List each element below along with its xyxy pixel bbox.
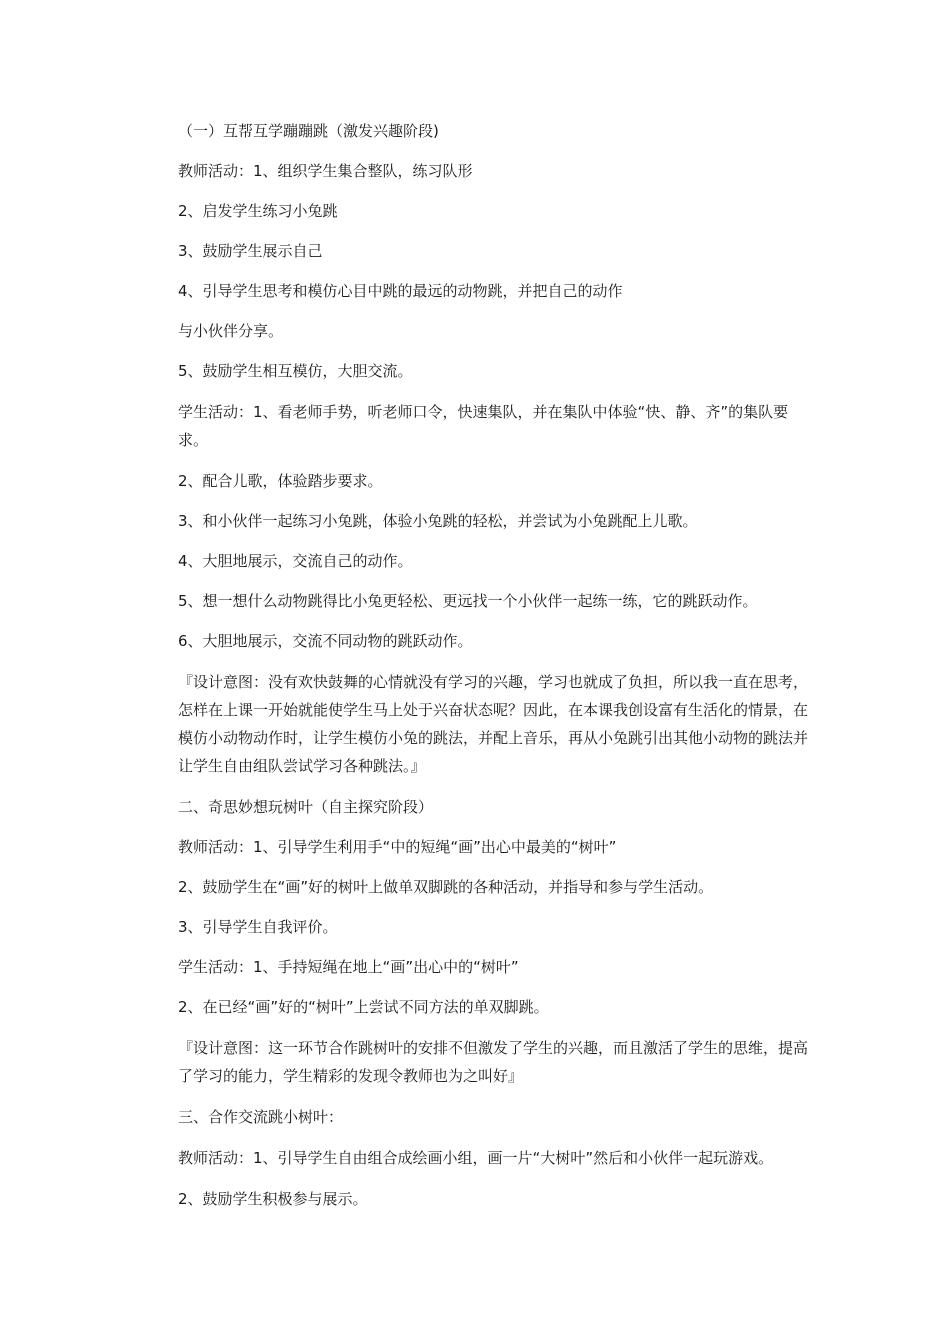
paragraph: 2、鼓励学生积极参与展示。 [178,1190,368,1208]
paragraph: 2、鼓励学生在“画”好的树叶上做单双脚跳的各种活动，并指导和参与学生活动。 [178,878,714,896]
paragraph: 教师活动：1、组织学生集合整队，练习队形 [178,162,473,180]
paragraph: 3、和小伙伴一起练习小兔跳，体验小兔跳的轻松，并尝试为小兔跳配上儿歌。 [178,512,698,530]
paragraph: 5、想一想什么动物跳得比小兔更轻松、更远找一个小伙伴一起练一练，它的跳跃动作。 [178,592,758,610]
paragraph: 教师活动：1、引导学生利用手“中的短绳“画”出心中最美的“树叶” [178,838,617,856]
paragraph: 教师活动：1、引导学生自由组合成绘画小组，画一片“大树叶”然后和小伙伴一起玩游戏。 [178,1149,774,1167]
paragraph: 4、引导学生思考和模仿心目中跳的最远的动物跳，并把自己的动作 [178,282,623,300]
paragraph: 2、启发学生练习小兔跳 [178,202,338,220]
section-heading-2: 二、奇思妙想玩树叶（自主探究阶段） [178,798,434,816]
paragraph: 5、鼓励学生相互模仿，大胆交流。 [178,362,413,380]
paragraph: 学生活动：1、手持短绳在地上“画”出心中的“树叶” [178,958,519,976]
section-heading-3: 三、合作交流跳小树叶： [178,1108,344,1126]
paragraph: 3、鼓励学生展示自己 [178,242,323,260]
paragraph: 6、大胆地展示，交流不同动物的跳跃动作。 [178,632,473,650]
document-body [178,118,810,1226]
paragraph: 4、大胆地展示，交流自己的动作。 [178,552,413,570]
section-heading-1: （一）互帮互学蹦蹦跳（激发兴趣阶段) [178,122,439,140]
paragraph: 2、配合儿歌，体验踏步要求。 [178,472,383,490]
design-intent-note: 『设计意图：这一环节合作跳树叶的安排不但激发了学生的兴趣，而且激活了学生的思维，提高了学习的能力，学生精彩的发现令教师也为之叫好』 [178,1039,809,1085]
paragraph: 2、在已经“画”好的“树叶”上尝试不同方法的单双脚跳。 [178,998,549,1016]
paragraph: 3、引导学生自我评价。 [178,918,338,936]
design-intent-note: 『设计意图：没有欢快鼓舞的心情就没有学习的兴趣，学习也就成了负担，所以我一直在思考，怎样在上课一开始就能使学生马上处于兴奋状态呢？因此，在本课我创设富有生活化的情景，在模仿小动物动作时，让学生模仿小兔的跳法，并配上音乐，再从小兔跳引出其他小动物的跳法并让学生自由组队尝试学习各种跳法。』 [178,673,809,775]
paragraph: 学生活动：1、看老师手势，听老师口令，快速集队，并在集队中体验“快、静、齐”的集队要求。 [178,403,789,449]
paragraph: 与小伙伴分享。 [178,322,284,340]
